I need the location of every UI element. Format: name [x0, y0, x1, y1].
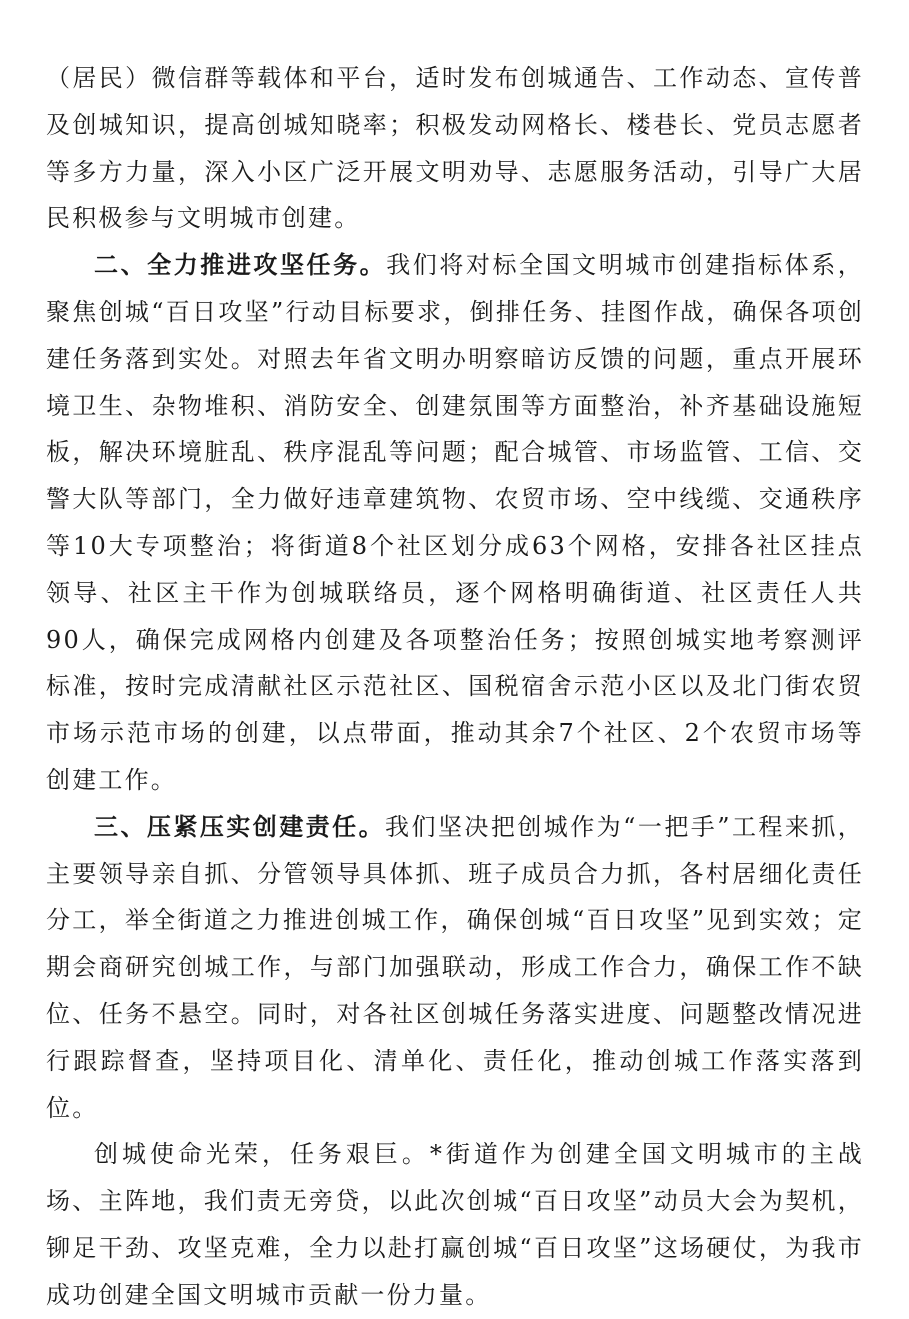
paragraph-text: 我们将对标全国文明城市创建指标体系，聚焦创城“百日攻坚”行动目标要求，倒排任务、挂图作战，确保各项创建任务落到实处。对照去年省文明办明察暗访反馈的问题，重点开展环境卫生、杂物堆积、消防安全、创建氛围等方面整治，补齐基础设施短板，解决环境脏乱、秩序混乱等问题；配合城管、市场监管、工信、交警大队等部门，全力做好违章建筑物、农贸市场、空中线缆、交通秩序等10大专项整治；将街道8个社区划分成63个网格，安排各社区挂点领导、社区主干作为创城联络员，逐个网格明确街道、社区责任人共90人，确保完成网格内创建及各项整治任务；按照创城实地考察测评标准，按时完成清献社区示范社区、国税宿舍示范小区以及北门街农贸市场示范市场的创建，以点带面，推动其余7个社区、2个农贸市场等创建工作。	[46, 251, 864, 794]
paragraph-text: 创城使命光荣，任务艰巨。*街道作为创建全国文明城市的主战场、主阵地，我们责无旁贷，以此次创城“百日攻坚”动员大会为契机，铆足干劲、攻坚克难，全力以赴打赢创城“百日攻坚”这场硬仗，为我市成功创建全国文明城市贡献一份力量。	[46, 1140, 864, 1309]
paragraph-text: 我们坚决把创城作为“一把手”工程来抓，主要领导亲自抓、分管领导具体抓、班子成员合力抓，各村居细化责任分工，举全街道之力推进创城工作，确保创城“百日攻坚”见到实效；定期会商研究创城工作，与部门加强联动，形成工作合力，确保工作不缺位、任务不悬空。同时，对各社区创城任务落实进度、问题整改情况进行跟踪督查，坚持项目化、清单化、责任化，推动创城工作落实落到位。	[46, 812, 864, 1122]
paragraph-section-two	[46, 242, 864, 804]
section-heading-two: 二、全力推进攻坚任务。	[94, 251, 387, 280]
section-heading-three: 三、压紧压实创建责任。	[94, 812, 386, 841]
paragraph-continuation	[46, 55, 864, 242]
document-page	[46, 55, 864, 1319]
paragraph-section-three	[46, 804, 864, 1132]
paragraph-conclusion	[46, 1131, 864, 1318]
paragraph-text: （居民）微信群等载体和平台，适时发布创城通告、工作动态、宣传普及创城知识，提高创城知晓率；积极发动网格长、楼巷长、党员志愿者等多方力量，深入小区广泛开展文明劝导、志愿服务活动，引导广大居民积极参与文明城市创建。	[46, 64, 864, 233]
